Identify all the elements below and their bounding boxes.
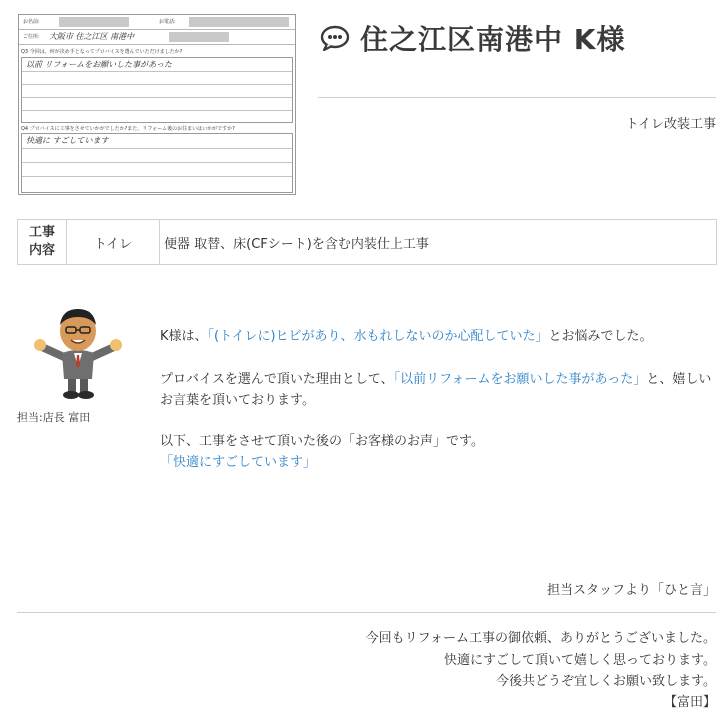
scan-question-3: Q3 今回は、何が決め手となってプロバイスを選んでいただけましたか? [21, 49, 183, 55]
scan-answer-3: 以前 リフォームをお願いした事があった [26, 60, 173, 69]
work-header-line1: 工事 [28, 225, 55, 240]
page-heading [320, 18, 625, 58]
staff-comment-line: 今回もリフォーム工事の御依頼、ありがとうございました。 [365, 631, 716, 646]
scan-answer-box-3 [21, 57, 293, 123]
questionnaire-scan-image [18, 14, 296, 195]
scan-name-label: お名前: [23, 19, 40, 25]
message-text: とお悩みでした。 [548, 329, 653, 344]
message-text: 以下、工事をさせて頂いた後の「お客様のお声」です。 [160, 434, 484, 449]
scan-answer-box-4 [21, 133, 293, 193]
scan-address-value: 大阪市 住之江区 南港中 [49, 32, 135, 41]
work-header-line2: 内容 [28, 243, 55, 258]
redacted-phone [189, 17, 289, 27]
staff-comment-line: 今後共どうぞ宜しくお願い致します。 [496, 674, 716, 689]
comment-divider [17, 612, 716, 613]
message-paragraph-2 [160, 369, 716, 411]
work-description-cell: 便器 取替、床(CFシート)を含む内装仕上工事 [160, 220, 717, 265]
scan-phone-label: お電話: [159, 19, 176, 25]
page-title: 住之江区南港中 K様 [360, 23, 626, 56]
work-header-cell [18, 220, 67, 265]
staff-caption: 担当:店長 富田 [17, 411, 91, 424]
work-category: トイレ改装工事 [625, 117, 716, 132]
staff-comment-heading: 担当スタッフより「ひと言」 [546, 583, 716, 598]
message-text: と、嬉しいお言葉を頂いております。 [160, 372, 712, 408]
message-text: K様は、 [160, 329, 208, 344]
scan-question-4: Q4 プロバイスに工事をさせていかがでしたか?また、リフォーム後のお住まいはいかがですか? [21, 126, 235, 132]
redacted-name [59, 17, 129, 27]
customer-voice-highlight: 「快適にすごしています」 [160, 455, 317, 470]
title-divider [318, 97, 716, 98]
work-table [17, 219, 717, 265]
scan-answer-4: 快適に すごしています [26, 136, 109, 145]
message-paragraph-3 [160, 431, 716, 473]
scan-address-label: ご住所: [23, 34, 40, 40]
message-text: プロバイスを選んで頂いた理由として、 [160, 372, 394, 387]
work-kind-cell: トイレ [67, 220, 160, 265]
redacted-address [169, 32, 229, 42]
speech-bubble-icon [320, 25, 350, 51]
table-row [18, 220, 717, 265]
selection-reason-highlight: 「以前リフォームをお願いした事があった」 [393, 372, 647, 387]
customer-worry-highlight: 「(トイレに)ヒビがあり、水もれしないのか心配していた」 [207, 329, 549, 344]
staff-avatar [28, 305, 128, 401]
staff-signature: 【富田】 [663, 695, 716, 710]
message-paragraph-1 [160, 326, 716, 347]
staff-comment-line: 快適にすごして頂いて嬉しく思っております。 [444, 653, 716, 668]
